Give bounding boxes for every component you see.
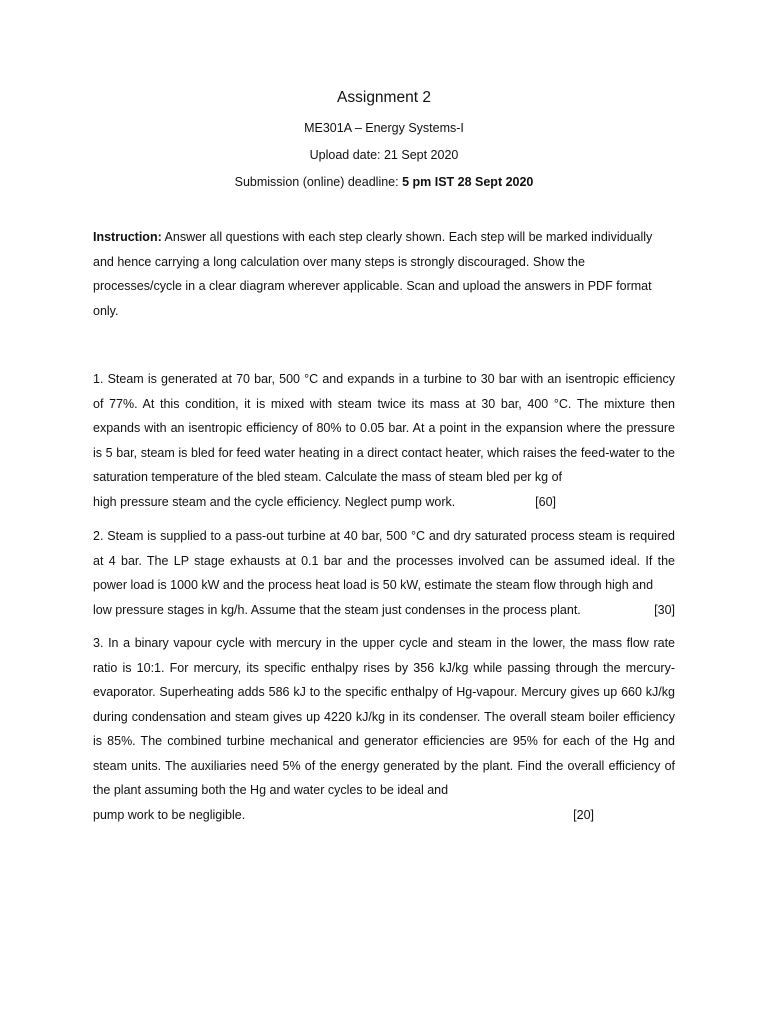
question-2-marks: [30] <box>654 602 675 617</box>
question-2-body: 2. Steam is supplied to a pass-out turbine at 40 bar, 500 °C and dry saturated process steam is required at 4 bar. The LP stage exhausts at 0.1 bar and the processes involved can be assumed ideal. If the power load is 1000 kW and the process heat load is 50 kW, estimate the steam flow through high and <box>93 529 675 592</box>
question-2-last-text: low pressure stages in kg/h. Assume that the steam just condenses in the process plant. <box>93 602 581 617</box>
assignment-title: Assignment 2 <box>337 89 431 106</box>
question-1-last-text: high pressure steam and the cycle efficiency. Neglect pump work. <box>93 494 456 509</box>
question-3 <box>93 631 675 827</box>
submission-deadline <box>0 173 768 191</box>
question-3-last-line <box>93 803 594 828</box>
question-3-last-text: pump work to be negligible. <box>93 807 246 822</box>
course-name: ME301A – Energy Systems-I <box>304 121 464 135</box>
upload-date: Upload date: 21 Sept 2020 <box>309 148 459 162</box>
question-1 <box>93 367 675 514</box>
question-2-last-line <box>93 598 675 623</box>
question-2 <box>93 524 675 622</box>
instruction-paragraph <box>93 225 675 323</box>
question-1-last-line <box>93 490 556 515</box>
question-1-body: 1. Steam is generated at 70 bar, 500 °C and expands in a turbine to 30 bar with an isentropic efficiency of 77%. At this condition, it is mixed with steam twice its mass at 30 bar, 400 °C. The mixture then expands with an isentropic efficiency of 80% to 0.05 bar. At a point in the expansion where the pressure is 5 bar, steam is bled for feed water heating in a direct contact heater, which raises the feed-water to the saturation temperature of the bled steam. Calculate the mass of steam bled per kg of <box>93 372 675 484</box>
instruction-text: Answer all questions with each step clearly shown. Each step will be marked individually and hence carrying a long calculation over many steps is strongly discouraged. Show the processes/cycle in a clear diagram wherever applicable. Scan and upload the answers in PDF format only. <box>93 230 653 318</box>
instruction-label: Instruction: <box>93 230 162 244</box>
deadline-label: Submission (online) deadline: <box>234 175 403 189</box>
question-3-marks: [20] <box>573 807 594 822</box>
deadline-value: 5 pm IST 28 Sept 2020 <box>402 175 534 189</box>
question-3-body: 3. In a binary vapour cycle with mercury in the upper cycle and steam in the lower, the mass flow rate ratio is 10:1. For mercury, its specific enthalpy rises by 356 kJ/kg while passing through the mercury-evaporator. Superheating adds 586 kJ to the specific enthalpy of Hg-vapour. Mercury gives up 660 kJ/kg during condensation and steam gives up 4220 kJ/kg in its condenser. The overall steam boiler efficiency is 85%. The combined turbine mechanical and generator efficiencies are 95% for each of the Hg and steam units. The auxiliaries need 5% of the energy generated by the plant. Find the overall efficiency of the plant assuming both the Hg and water cycles to be ideal and <box>93 636 675 797</box>
question-1-marks: [60] <box>535 494 556 509</box>
